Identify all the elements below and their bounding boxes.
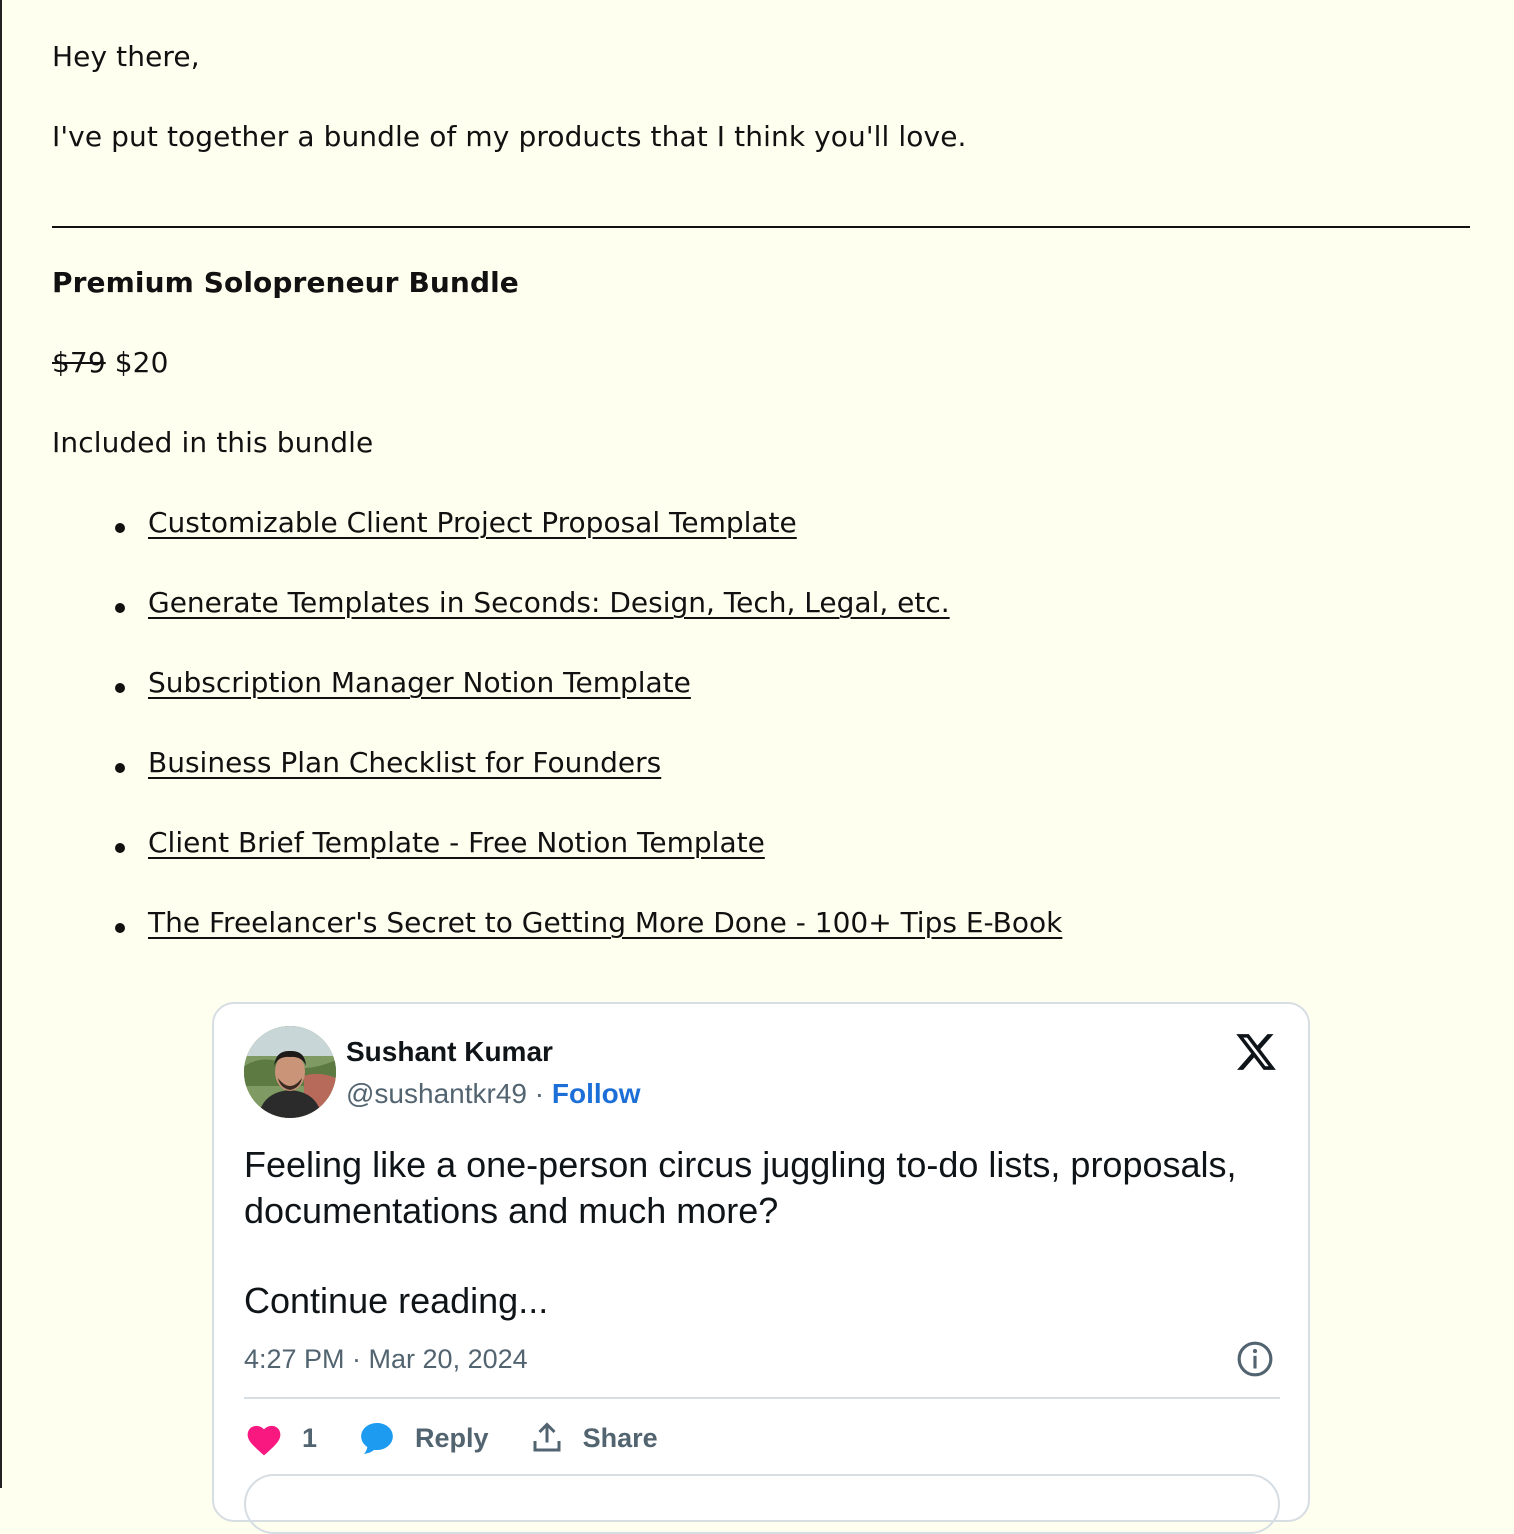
list-item xyxy=(52,906,1062,986)
bundle-title: Premium Solopreneur Bundle xyxy=(52,266,519,299)
separator-dot: · xyxy=(534,1078,545,1109)
list-item xyxy=(52,666,1062,746)
list-item xyxy=(52,506,1062,586)
tweet-divider xyxy=(244,1397,1280,1399)
bullet xyxy=(115,683,125,693)
bundle-item-link[interactable]: Client Brief Template - Free Notion Template xyxy=(148,826,765,859)
list-item xyxy=(52,826,1062,906)
author-handle-row xyxy=(346,1078,641,1110)
bullet xyxy=(115,843,125,853)
tweet-actions xyxy=(244,1416,698,1460)
bullet xyxy=(115,923,125,933)
read-replies-button[interactable] xyxy=(244,1474,1280,1534)
bundle-item-link[interactable]: The Freelancer's Secret to Getting More Done - 100+ Tips E-Book xyxy=(148,906,1063,939)
sale-price: $20 xyxy=(114,346,169,379)
embedded-tweet[interactable] xyxy=(212,1002,1310,1522)
list-item xyxy=(52,746,1062,826)
tweet-timestamp[interactable]: 4:27 PM · Mar 20, 2024 xyxy=(244,1344,528,1374)
follow-button[interactable]: Follow xyxy=(551,1078,641,1109)
like-button[interactable] xyxy=(244,1420,317,1456)
tweet-text: Feeling like a one-person circus juggling to-do lists, proposals, documentations and much more? xyxy=(244,1144,1237,1231)
avatar[interactable] xyxy=(244,1026,336,1118)
bundle-items-list xyxy=(52,506,1062,986)
included-label: Included in this bundle xyxy=(52,426,374,459)
author-handle[interactable]: @sushantkr49 xyxy=(346,1078,527,1109)
bundle-item-link[interactable]: Customizable Client Project Proposal Template xyxy=(148,506,797,539)
original-price: $79 xyxy=(52,346,106,379)
share-icon xyxy=(529,1420,565,1456)
share-button[interactable] xyxy=(529,1420,658,1456)
like-count: 1 xyxy=(302,1422,318,1453)
continue-reading-link[interactable]: Continue reading... xyxy=(244,1280,549,1321)
bullet xyxy=(115,523,125,533)
intro-text: I've put together a bundle of my products that I think you'll love. xyxy=(52,120,967,153)
info-icon[interactable] xyxy=(1236,1340,1274,1378)
bullet xyxy=(115,763,125,773)
reply-bubble-icon xyxy=(357,1419,397,1457)
reply-label: Reply xyxy=(415,1422,489,1453)
share-label: Share xyxy=(582,1422,658,1453)
bundle-price xyxy=(52,346,169,379)
greeting-text: Hey there, xyxy=(52,40,200,73)
author-name[interactable]: Sushant Kumar xyxy=(346,1036,553,1067)
horizontal-divider xyxy=(52,226,1470,228)
heart-icon xyxy=(244,1420,284,1456)
bundle-item-link[interactable]: Business Plan Checklist for Founders xyxy=(148,746,662,779)
x-logo-icon[interactable] xyxy=(1234,1030,1278,1074)
bundle-item-link[interactable]: Subscription Manager Notion Template xyxy=(148,666,691,699)
reply-button[interactable] xyxy=(357,1419,489,1457)
bundle-item-link[interactable]: Generate Templates in Seconds: Design, Tech, Legal, etc. xyxy=(148,586,950,619)
bullet xyxy=(115,603,125,613)
list-item xyxy=(52,586,1062,666)
